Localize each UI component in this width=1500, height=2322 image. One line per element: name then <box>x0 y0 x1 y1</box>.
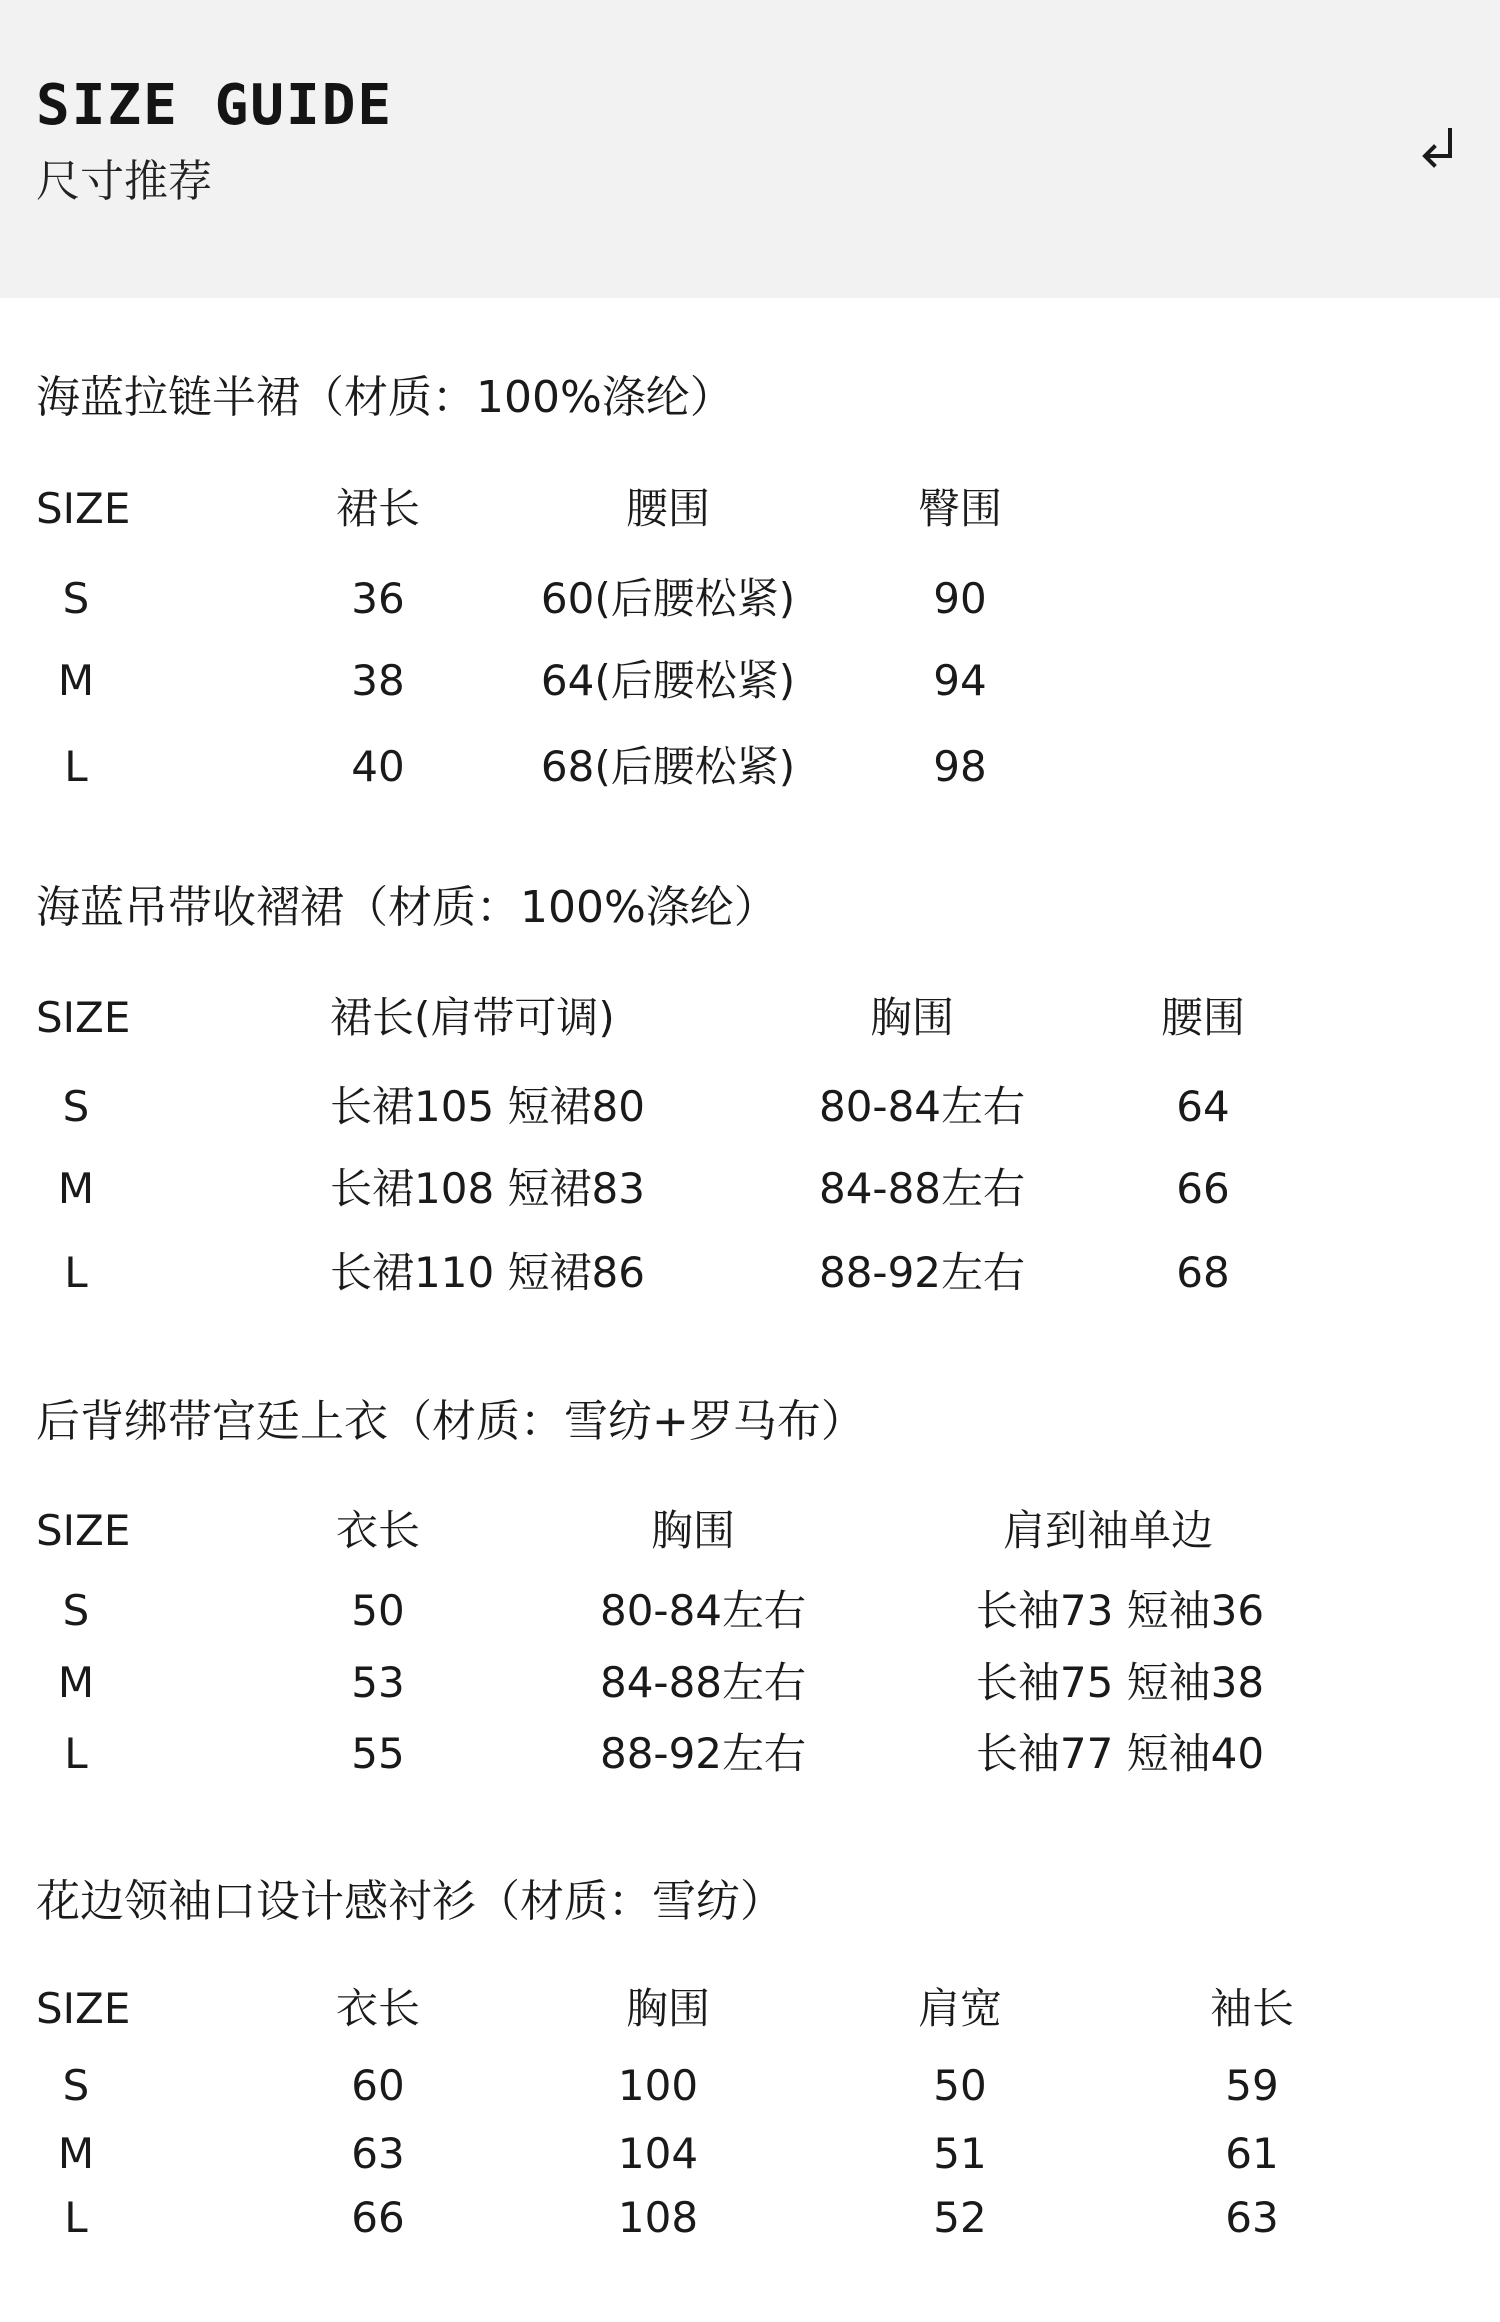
table-cell: 66 <box>1176 1164 1230 1213</box>
table-cell: 52 <box>933 2193 987 2242</box>
table-cell: 90 <box>933 574 987 623</box>
table-header-cell: 裙长(肩带可调) <box>330 993 615 1042</box>
table-cell: 80-84左右 <box>818 1082 1026 1131</box>
table-cell: 60(后腰松紧) <box>540 574 796 623</box>
table-cell: 长袖77 短袖40 <box>975 1729 1265 1778</box>
size-label: L <box>64 1248 88 1297</box>
table-cell: 长裙108 短裙83 <box>330 1164 645 1213</box>
table-header-cell: SIZE <box>36 993 131 1042</box>
table-cell: 88-92左右 <box>599 1729 807 1778</box>
table-cell: 108 <box>617 2193 699 2242</box>
table-header-cell: 胸围 <box>869 993 955 1042</box>
table-cell: 64(后腰松紧) <box>540 656 796 705</box>
table-cell: 66 <box>351 2193 405 2242</box>
table-cell: 63 <box>351 2129 405 2178</box>
table-cell: 104 <box>617 2129 699 2178</box>
table-cell: 94 <box>933 656 987 705</box>
table-cell: 50 <box>933 2061 987 2110</box>
table-cell: 68(后腰松紧) <box>540 742 796 791</box>
table-cell: 100 <box>617 2061 699 2110</box>
table-header-cell: SIZE <box>36 1506 131 1555</box>
table-cell: 53 <box>351 1658 405 1707</box>
return-arrow-icon <box>1418 126 1458 170</box>
table-cell: 长袖75 短袖38 <box>975 1658 1265 1707</box>
section-title: 海蓝拉链半裙（材质：100%涤纶） <box>36 372 734 423</box>
table-cell: 84-88左右 <box>818 1164 1026 1213</box>
size-label: L <box>64 742 88 791</box>
table-header-cell: 裙长 <box>335 484 421 533</box>
size-label: S <box>62 1082 90 1131</box>
table-header-cell: 肩到袖单边 <box>1002 1506 1214 1555</box>
table-cell: 51 <box>933 2129 987 2178</box>
table-cell: 长裙105 短裙80 <box>330 1082 645 1131</box>
table-header-cell: 袖长 <box>1209 1984 1295 2033</box>
table-cell: 60 <box>351 2061 405 2110</box>
table-header-cell: SIZE <box>36 484 131 533</box>
size-label: S <box>62 1586 90 1635</box>
table-cell: 64 <box>1176 1082 1230 1131</box>
table-cell: 36 <box>351 574 405 623</box>
table-cell: 50 <box>351 1586 405 1635</box>
table-header-cell: SIZE <box>36 1984 131 2033</box>
table-cell: 长袖73 短袖36 <box>975 1586 1265 1635</box>
table-cell: 63 <box>1225 2193 1279 2242</box>
table-cell: 59 <box>1225 2061 1279 2110</box>
table-cell: 88-92左右 <box>818 1248 1026 1297</box>
size-label: M <box>57 1658 95 1707</box>
table-header-cell: 胸围 <box>625 1984 711 2033</box>
size-label: M <box>57 656 95 705</box>
table-header-cell: 肩宽 <box>917 1984 1003 2033</box>
table-cell: 40 <box>351 742 405 791</box>
table-header-cell: 臀围 <box>917 484 1003 533</box>
size-label: L <box>64 2193 88 2242</box>
size-label: S <box>62 574 90 623</box>
table-cell: 长裙110 短裙86 <box>330 1248 645 1297</box>
table-header-cell: 腰围 <box>1160 993 1246 1042</box>
page-title: SIZE GUIDE <box>36 73 394 138</box>
size-label: M <box>57 1164 95 1213</box>
table-cell: 98 <box>933 742 987 791</box>
back-button[interactable] <box>1410 120 1466 176</box>
header <box>0 0 1500 298</box>
section-title: 花边领袖口设计感衬衫（材质：雪纺） <box>36 1876 784 1927</box>
section-title: 海蓝吊带收褶裙（材质：100%涤纶） <box>36 882 778 933</box>
size-label: S <box>62 2061 90 2110</box>
table-cell: 61 <box>1225 2129 1279 2178</box>
section-title: 后背绑带宫廷上衣（材质：雪纺+罗马布） <box>36 1396 865 1447</box>
table-cell: 55 <box>351 1729 405 1778</box>
table-cell: 84-88左右 <box>599 1658 807 1707</box>
table-header-cell: 腰围 <box>625 484 711 533</box>
table-cell: 80-84左右 <box>599 1586 807 1635</box>
size-label: L <box>64 1729 88 1778</box>
size-label: M <box>57 2129 95 2178</box>
table-cell: 68 <box>1176 1248 1230 1297</box>
table-header-cell: 衣长 <box>335 1984 421 2033</box>
table-header-cell: 胸围 <box>650 1506 736 1555</box>
table-header-cell: 衣长 <box>335 1506 421 1555</box>
page-subtitle: 尺寸推荐 <box>36 156 212 207</box>
table-cell: 38 <box>351 656 405 705</box>
